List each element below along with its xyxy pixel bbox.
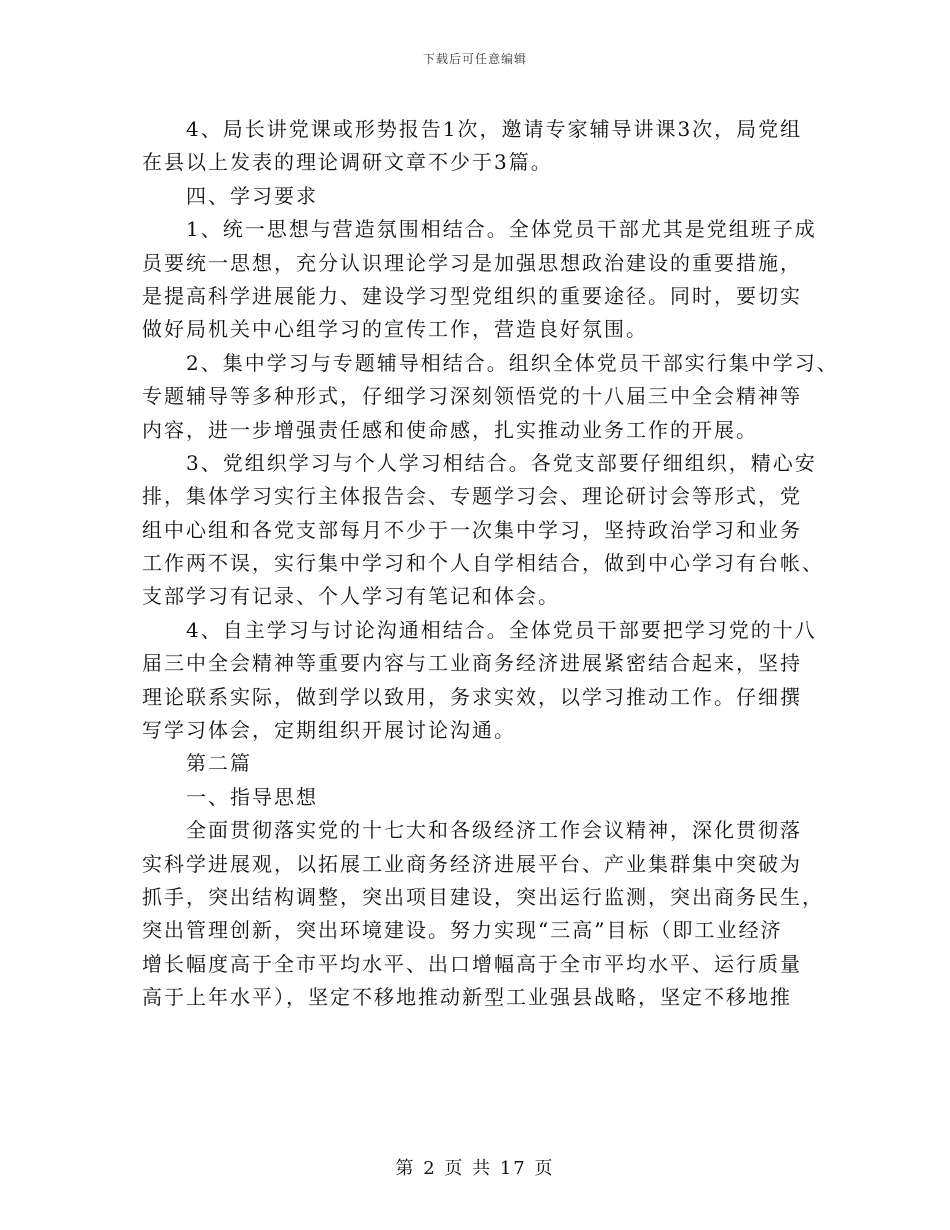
text-line: 高于上年水平），坚定不移地推动新型工业强县战略，坚定不移地推 — [142, 985, 792, 1010]
text-line: 第二篇 — [186, 751, 252, 776]
text-line: 在县以上发表的理论调研文章不少于3篇。 — [142, 150, 553, 175]
text-line: 写学习体会，定期组织开展讨论沟通。 — [142, 718, 516, 743]
text-line: 工作两不误，实行集中学习和个人自学相结合，做到中心学习有台帐、 — [142, 551, 824, 576]
text-line: 全面贯彻落实党的十七大和各级经济工作会议精神，深化贯彻落 — [186, 818, 802, 843]
text-line: 1、统一思想与营造氛围相结合。全体党员干部尤其是党组班子成 — [186, 217, 817, 242]
text-line: 2、集中学习与专题辅导相结合。组织全体党员干部实行集中学习、 — [186, 350, 839, 375]
text-line: 员要统一思想，充分认识理论学习是加强思想政治建设的重要措施， — [142, 250, 802, 275]
text-line: 4、自主学习与讨论沟通相结合。全体党员干部要把学习党的十八 — [186, 617, 817, 642]
page-header-note: 下载后可任意编辑 — [422, 52, 527, 66]
text-line: 理论联系实际，做到学以致用，务求实效，以学习推动工作。仔细撰 — [142, 684, 802, 709]
text-line: 抓手，突出结构调整，突出项目建设，突出运行监测，突出商务民生， — [142, 884, 824, 909]
text-line: 内容，进一步增强责任感和使命感，扎实推动业务工作的开展。 — [142, 417, 758, 442]
text-line: 增长幅度高于全市平均水平、出口增幅高于全市平均水平、运行质量 — [142, 951, 802, 976]
text-line: 组中心组和各党支部每月不少于一次集中学习，坚持政治学习和业务 — [142, 517, 802, 542]
text-line: 一、指导思想 — [186, 784, 318, 809]
text-line: 突出管理创新，突出环境建设。努力实现“三高”目标（即工业经济 — [142, 918, 783, 943]
text-line: 是提高科学进展能力、建设学习型党组织的重要途径。同时，要切实 — [142, 283, 802, 308]
text-line: 届三中全会精神等重要内容与工业商务经济进展紧密结合起来，坚持 — [142, 651, 802, 676]
text-line: 专题辅导等多种形式，仔细学习深刻领悟党的十八届三中全会精神等 — [142, 384, 802, 409]
text-line: 3、党组织学习与个人学习相结合。各党支部要仔细组织，精心安 — [186, 450, 817, 475]
text-line: 实科学进展观，以拓展工业商务经济进展平台、产业集群集中突破为 — [142, 851, 802, 876]
document-body — [142, 113, 839, 1015]
text-line: 做好局机关中心组学习的宣传工作，营造良好氛围。 — [142, 317, 648, 342]
text-line: 四、学习要求 — [186, 183, 318, 208]
page-number: 第 2 页 共 17 页 — [395, 1158, 555, 1179]
text-line: 支部学习有记录、个人学习有笔记和体会。 — [142, 584, 560, 609]
text-line: 4、局长讲党课或形势报告1次，邀请专家辅导讲课3次，局党组 — [186, 117, 803, 141]
text-line: 排，集体学习实行主体报告会、专题学习会、理论研讨会等形式，党 — [142, 484, 802, 509]
